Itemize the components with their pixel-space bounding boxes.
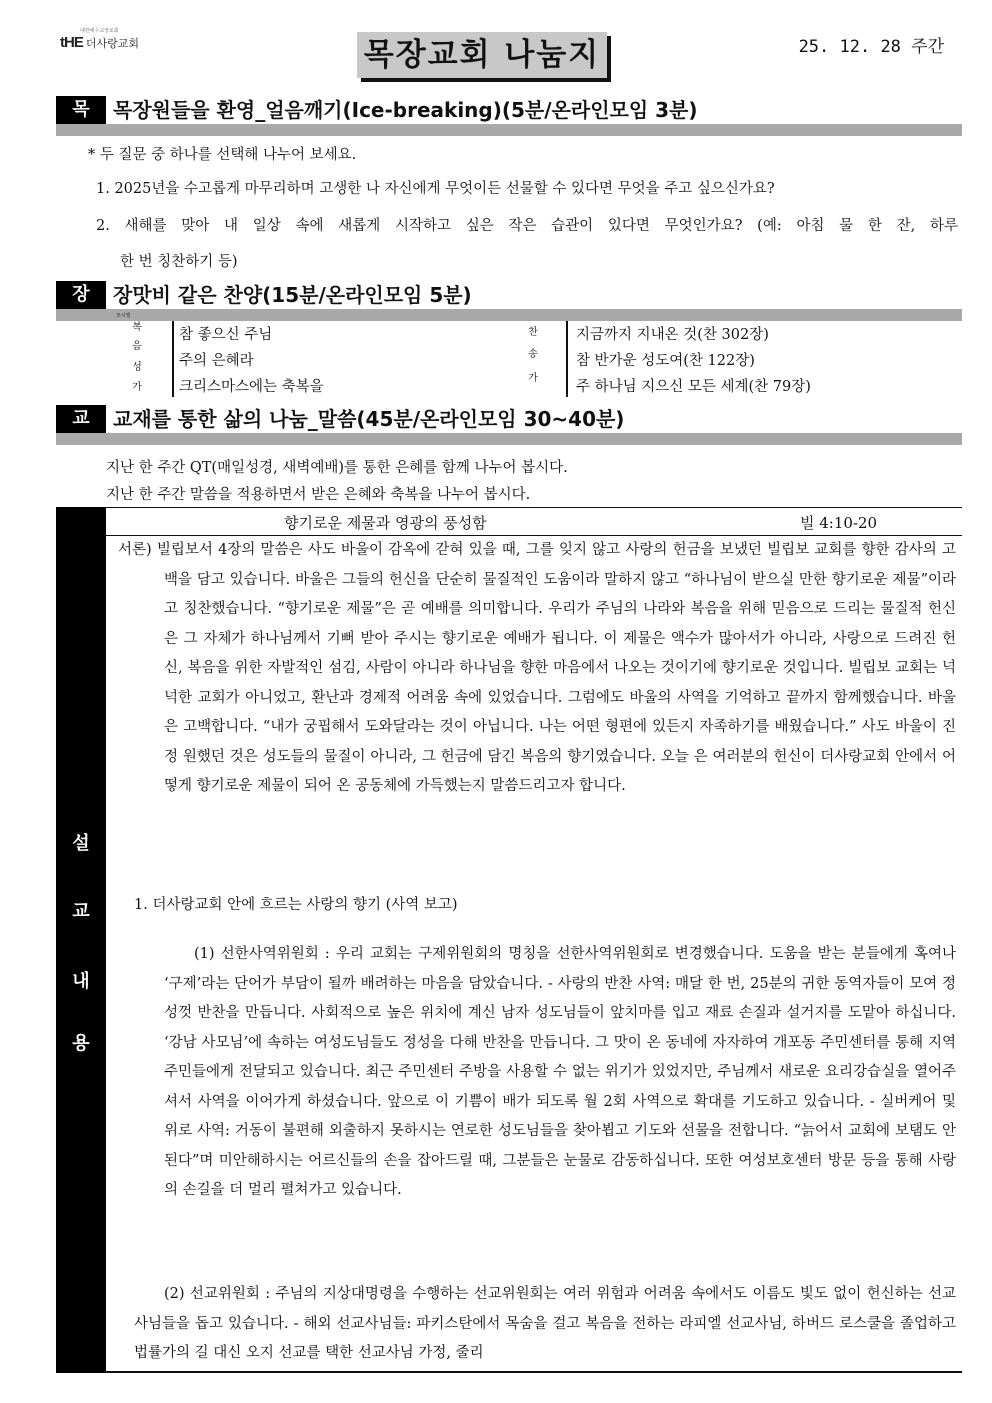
hymn-label-char: 찬	[528, 327, 538, 338]
logo-mark: tHE	[60, 34, 83, 51]
section-divider	[56, 124, 962, 136]
hymn-label-char: 송	[528, 349, 538, 360]
sermon-subpoint-1-text: (1) 선한사역위원회 : 우리 교회는 구제위원회의 명칭을 선한사역위원회로 변경했습니다. 도움을 받는 분들에게 혹여나 ‘구제’라는 단어가 부담이 될까 배려하는 마음을 담았습니다. - 사랑의 반찬 사역: 매달 한 번, 25분의 귀한 동역자들이 모여 정성껏 반찬을 만듭니다. 사회적으로 높은 위치에 계신 남자 성도님들이 앞치마를 입고 재료 손질과 설거지를 도맡아 하십니다. ‘강남 사모님’에 속하는 여성도님들도 정성을 다해 반찬을 만듭니다. 그 맛이 온 동네에 자자하여 개포동 주민센터를 통해 지역 주민들에게 전달되고 있습니다. 최근 주민센터 주방을 사용할 수 없는 위기가 있었지만, 주님께서 새로운 요리강습실을 열어주셔서 사역을 이어가게 하셨습니다. 앞으로 이 기쁨이 배가 되도록 월 2회 사역으로 확대를 기도하고 있습니다. - 실버케어 및 위로 사역: 거동이 불편해 외출하지 못하시는 연로한 성도님들을 찾아뵙고 기도와 선물을 전합니다. “늙어서 교회에 보탬도 안 된다”며 미안해하시는 어르신들의 손을 잡아드릴 때, 그분들은 눈물로 감동하십니다. 또한 여성보호센터 방문 등을 통해 사랑의 손길을 더 멀리 펼쳐가고 있습니다.	[164, 946, 956, 1198]
section-mok-tag: 목	[56, 96, 106, 124]
sermon-side-char: 교	[72, 901, 90, 922]
worship-songs-table	[112, 313, 962, 397]
title-box	[357, 32, 607, 78]
section-mok-header	[56, 96, 962, 136]
section-gyo-tag: 교	[56, 405, 106, 433]
gospel-song: 크리스마스에는 축복을	[179, 379, 324, 395]
sermon-point-1: 1. 더사랑교회 안에 흐르는 사랑의 향기 (사역 보고)	[134, 897, 458, 913]
hymn-song: 주 하나님 지으신 모든 세계(찬 79장)	[576, 379, 811, 395]
hymn-song: 참 반가운 성도여(찬 122장)	[576, 353, 755, 369]
gospel-song: 주의 은혜라	[179, 353, 254, 369]
logo-subtitle: 대한예수교장로회	[80, 28, 119, 34]
table-divider	[566, 321, 568, 397]
sharing-prompt-2: 지난 한 주간 말씀을 적용하면서 받은 은혜와 축복을 나누어 봅시다.	[106, 487, 531, 503]
icebreak-question-2: 2. 새해를 맞아 내 일상 속에 새롭게 시작하고 싶은 작은 습관이 있다면 무엇인가요? (예: 아침 물 한 잔, 하루	[96, 218, 958, 234]
icebreak-question-2-cont: 한 번 칭찬하기 등)	[120, 254, 238, 270]
logo-text: 더사랑교회	[85, 36, 139, 50]
section-divider	[56, 433, 962, 445]
sermon-subpoint-2: (2) 선교위원회 : 주님의 지상대명령을 수행하는 선교위원회는 여러 위험과 어려움 속에서도 이름도 빛도 없이 헌신하는 선교사님들을 돕고 있습니다. - 해외 선교사님들: 파키스탄에서 목숨을 걸고 복음을 전하는 라피엘 선교사님, 하버드 로스쿨을 졸업하고 법률가의 길 대신 오지 선교를 택한 선교사님 가정, 줄리	[134, 1286, 956, 1361]
icebreak-intro: * 두 질문 중 하나를 선택해 나누어 보세요.	[88, 147, 357, 163]
icebreak-question-1: 1. 2025년을 수고롭게 마무리하며 고생한 나 자신에게 무엇이든 선물할 수 있다면 무엇을 주고 싶으신가요?	[96, 181, 775, 197]
sermon-side-char: 설	[72, 833, 90, 854]
sharing-prompt-1: 지난 한 주간 QT(매일성경, 새벽예배)를 통한 은혜를 함께 나누어 봅시다.	[106, 460, 568, 476]
gospel-label-char: 복	[132, 322, 142, 333]
table-divider	[172, 321, 174, 397]
sermon-header	[106, 508, 962, 536]
gospel-label-char: 성	[132, 362, 142, 373]
sermon-introduction: 서론) 빌립보서 4장의 말씀은 사도 바울이 감옥에 갇혀 있을 때, 그를 잊지 않고 사랑의 헌금을 보냈던 빌립보 교회를 향한 감사의 고백을 담고 있습니다. 바울은 그들의 헌신을 단순히 물질적인 도움이라 말하지 않고 “하나님이 받으실 만한 향기로운 제물”이라고 칭찬했습니다. “향기로운 제물”은 곧 예배를 의미합니다. 우리가 주님의 나라와 복음을 위해 믿음으로 드리는 물질적 헌신은 그 자체가 하나님께서 기뻐 받아 주시는 향기로운 예배가 됩니다. 이 제물은 액수가 많아서가 아니라, 사랑으로 드려진 헌신, 복음을 위한 자발적인 섬김, 사람이 아니라 하나님을 향한 마음에서 나오는 것이기에 향기로운 것입니다. 빌립보 교회는 넉넉한 교회가 아니었고, 환난과 경제적 어려움 속에 있었습니다. 그럼에도 바울의 사역을 기억하고 끝까지 함께했습니다. 바울은 고백합니다. “내가 궁핍해서 도와달라는 것이 아닙니다. 나는 어떤 형편에 있든지 자족하기를 배웠습니다.” 사도 바울이 진정 원했던 것은 성도들의 물질이 아니라, 그 헌금에 담긴 복음의 향기였습니다. 오늘 은 여러분의 헌신이 더사랑교회 안에서 어떻게 향기로운 제물이 되어 온 공동체에 가득했는지 말씀드리고자 합니다.	[118, 542, 956, 794]
gospel-label-char: 음	[132, 341, 142, 352]
scripture-reference: 빌 4:10-20	[800, 514, 878, 532]
sermon-subpoint-1	[164, 940, 956, 1206]
week-date: 25. 12. 28 주간	[798, 37, 944, 57]
sermon-title: 향기로운 제물과 영광의 풍성함	[284, 514, 487, 532]
sermon-side-char: 용	[72, 1033, 90, 1054]
sermon-side-label	[56, 507, 106, 1373]
section-jang-title: 장맛비 같은 찬양(15분/온라인모임 5분)	[113, 283, 472, 307]
gospel-tiny-label: 모시엘	[116, 313, 131, 319]
sermon-side-char: 내	[72, 971, 90, 992]
gospel-label-char: 가	[132, 382, 142, 393]
hymn-label-char: 가	[528, 373, 538, 384]
hymn-song: 지금까지 지내온 것(찬 302장)	[576, 327, 769, 343]
section-jang-header	[56, 281, 962, 321]
gospel-song: 참 좋으신 주님	[179, 327, 273, 343]
section-jang-tag: 장	[56, 281, 106, 309]
section-divider	[56, 309, 962, 321]
section-gyo-title: 교재를 통한 삶의 나눔_말씀(45분/온라인모임 30~40분)	[113, 407, 625, 431]
sermon-content	[106, 507, 962, 1373]
section-mok-title: 목장원들을 환영_얼음깨기(Ice-breaking)(5분/온라인모임 3분)	[113, 98, 698, 122]
page-title: 목장교회 나눔지	[363, 37, 601, 73]
section-gyo-header	[56, 405, 962, 445]
church-logo	[60, 28, 139, 51]
